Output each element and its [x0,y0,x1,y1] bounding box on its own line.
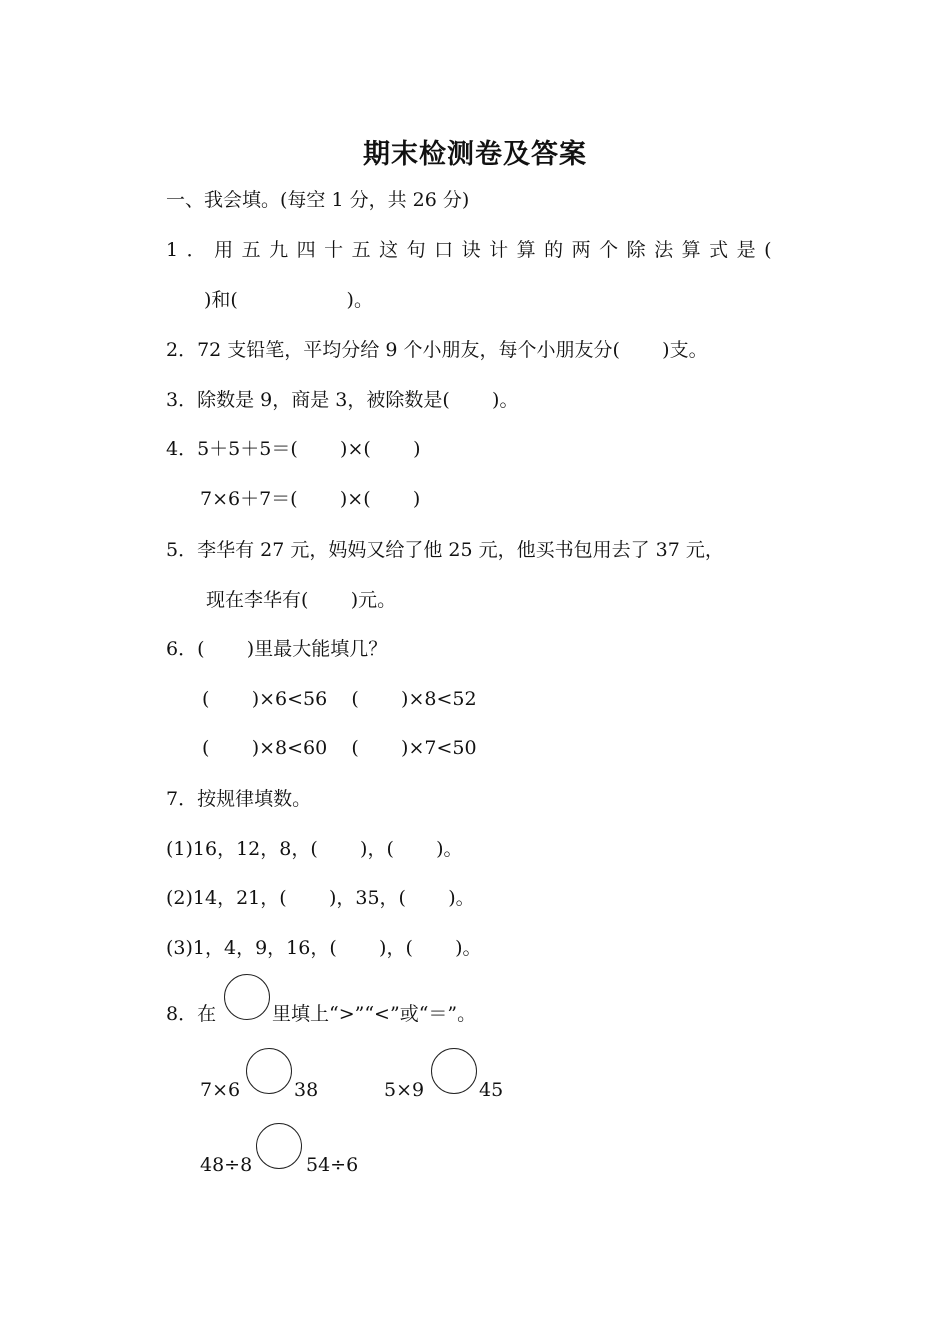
question-8b-right: 45 [479,1079,504,1101]
question-3: 3．除数是 9，商是 3，被除数是( )。 [166,389,519,411]
question-1-line-1: 1．用五九四十五这句口诀计算的两个除法算式是( [166,239,781,261]
question-7-line-4: (3)1，4，9，16，( )，( )。 [166,937,482,959]
answer-circle-8c[interactable] [256,1123,302,1169]
question-2: 2．72 支铅笔，平均分给 9 个小朋友，每个小朋友分( )支。 [166,339,708,361]
answer-circle-8a[interactable] [246,1048,292,1094]
question-8c-left: 48÷8 [200,1154,253,1176]
question-6-line-3: ( )×8<60 ( )×7<50 [202,737,477,759]
question-8-prefix: 8．在 [166,1003,217,1025]
question-8-suffix: 里填上“>”“<”或“＝”。 [272,1003,477,1025]
question-8a-right: 38 [294,1079,319,1101]
question-4-line-1: 4．5＋5＋5＝( )×( ) [166,438,421,460]
question-8b-left: 5×9 [384,1079,425,1101]
question-5-line-2: 现在李华有( )元。 [206,589,397,611]
question-8a-left: 7×6 [200,1079,241,1101]
answer-circle-example [224,974,270,1020]
question-6-line-2: ( )×6<56 ( )×8<52 [202,688,477,710]
question-1-line-2: )和( )。 [204,289,373,311]
page-title: 期末检测卷及答案 [363,139,587,170]
question-5-line-1: 5．李华有 27 元，妈妈又给了他 25 元，他买书包用去了 37 元， [166,539,724,561]
question-6-line-1: 6．( )里最大能填几？ [166,638,388,660]
question-7-line-3: (2)14，21，( )，35，( )。 [166,887,475,909]
question-8c-right: 54÷6 [306,1154,359,1176]
section-heading: 一、我会填。(每空 1 分，共 26 分) [166,189,470,211]
question-7-line-2: (1)16，12，8，( )，( )。 [166,838,463,860]
question-4-line-2: 7×6＋7＝( )×( ) [200,488,421,510]
answer-circle-8b[interactable] [431,1048,477,1094]
question-7-line-1: 7．按规律填数。 [166,788,312,810]
